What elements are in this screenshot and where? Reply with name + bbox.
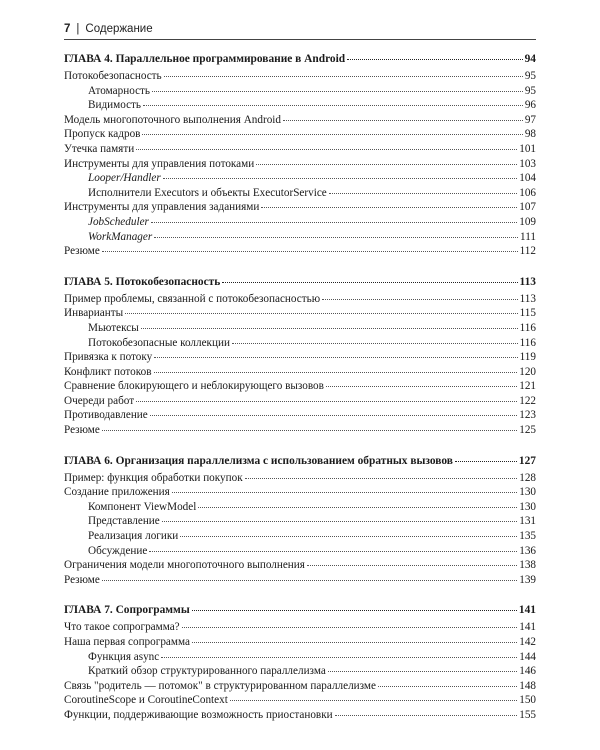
entry-page: 123 — [519, 409, 536, 422]
toc-entry — [64, 679, 536, 694]
running-header — [64, 22, 536, 40]
entry-title: CoroutineScope и CoroutineContext — [64, 694, 228, 707]
toc-entry — [64, 350, 536, 365]
dot-leader — [329, 193, 517, 194]
entry-page: 113 — [519, 292, 536, 305]
entry-title: Противодавление — [64, 409, 148, 422]
entry-page: 115 — [519, 307, 536, 320]
entry-page: 128 — [519, 471, 536, 484]
dot-leader — [172, 492, 517, 493]
header-page-number: 7 — [64, 23, 71, 35]
dot-leader — [125, 313, 518, 314]
toc-chapter — [64, 603, 536, 722]
chapter-heading — [64, 603, 536, 618]
entry-page: 109 — [519, 215, 536, 228]
entry-title: Ограничения модели многопоточного выполнения — [64, 559, 305, 572]
toc-subentry — [64, 529, 536, 544]
entry-page: 142 — [519, 636, 536, 648]
entry-page: 136 — [519, 544, 536, 557]
dot-leader — [154, 357, 517, 358]
dot-leader — [182, 627, 518, 628]
toc-subentry — [64, 500, 536, 515]
entry-title: Компонент ViewModel — [88, 500, 197, 513]
entry-page: 96 — [524, 99, 536, 112]
entry-title: Мьютексы — [88, 321, 139, 334]
chapter-heading — [64, 454, 536, 469]
chapter-title: ГЛАВА 7. Сопрограммы — [64, 604, 190, 617]
entry-page: 135 — [519, 530, 536, 543]
toc-subentry — [64, 98, 536, 113]
dot-leader — [136, 149, 517, 150]
entry-title: Инварианты — [64, 307, 124, 320]
entry-page: 101 — [519, 142, 536, 155]
entry-title: Функции, поддерживающие возможность приостановки — [64, 708, 333, 721]
dot-leader — [102, 580, 517, 581]
entry-page: 111 — [520, 230, 536, 243]
dot-leader — [162, 521, 517, 522]
entry-title: Резюме — [64, 424, 100, 437]
entry-page: 121 — [519, 380, 536, 393]
table-of-contents — [64, 52, 536, 739]
toc-subentry — [64, 186, 536, 201]
entry-title: Сравнение блокирующего и неблокирующего вызовов — [64, 380, 324, 393]
dot-leader — [164, 76, 523, 77]
entry-page: 120 — [519, 365, 536, 378]
entry-page: 138 — [519, 559, 536, 572]
toc-chapter — [64, 275, 536, 438]
chapter-title: ГЛАВА 4. Параллельное программирование в Android — [64, 53, 346, 65]
toc-entry — [64, 394, 536, 409]
dot-leader — [283, 120, 523, 121]
entry-page: 148 — [519, 679, 536, 692]
toc-subentry — [64, 336, 536, 351]
chapter-page: 94 — [524, 53, 536, 65]
entry-page: 122 — [519, 394, 536, 407]
chapter-heading — [64, 52, 536, 67]
dot-leader — [161, 657, 517, 658]
entry-title: Функция async — [88, 650, 160, 663]
toc-entry — [64, 408, 536, 423]
chapter-page: 141 — [518, 604, 536, 617]
toc-chapter — [64, 52, 536, 259]
toc-entry — [64, 471, 536, 486]
dot-leader — [151, 222, 517, 223]
entry-page: 130 — [519, 486, 536, 499]
toc-chapter — [64, 454, 536, 588]
toc-entry — [64, 708, 536, 723]
toc-subentry — [64, 321, 536, 336]
entry-page: 95 — [524, 84, 536, 97]
dot-leader — [328, 671, 517, 672]
entry-page: 125 — [519, 424, 536, 437]
entry-title: Инструменты для управления заданиями — [64, 201, 260, 214]
entry-page: 107 — [519, 201, 536, 214]
entry-title: Видимость — [88, 99, 142, 112]
entry-page: 95 — [524, 70, 536, 82]
dot-leader — [192, 642, 517, 643]
dot-leader — [149, 551, 517, 552]
entry-title: WorkManager — [88, 230, 153, 243]
dot-leader — [322, 299, 518, 300]
dot-leader — [102, 251, 518, 252]
chapter-page: 127 — [518, 454, 536, 467]
toc-subentry — [64, 84, 536, 99]
dot-leader — [142, 134, 522, 135]
entry-title: Очереди работ — [64, 394, 135, 407]
chapter-heading — [64, 275, 536, 290]
toc-entry — [64, 379, 536, 394]
entry-title: Атомарность — [88, 84, 151, 97]
entry-page: 141 — [519, 621, 536, 634]
chapter-title: ГЛАВА 5. Потокобезопасность — [64, 275, 221, 288]
entry-title: Привязка к потоку — [64, 351, 153, 364]
toc-entry — [64, 635, 536, 650]
entry-title: Создание приложения — [64, 486, 170, 499]
dot-leader — [335, 715, 518, 716]
entry-title: Исполнители Executors и объекты ExecutorService — [88, 186, 327, 199]
toc-subentry — [64, 544, 536, 559]
chapter-page: 113 — [519, 275, 536, 288]
dot-leader — [256, 164, 517, 165]
toc-entry — [64, 573, 536, 588]
toc-entry — [64, 142, 536, 157]
dot-leader — [150, 415, 517, 416]
dot-leader — [455, 461, 517, 462]
entry-page: 116 — [519, 321, 536, 334]
entry-page: 97 — [524, 113, 536, 126]
toc-subentry — [64, 230, 536, 245]
dot-leader — [154, 237, 518, 238]
dot-leader — [245, 478, 518, 479]
toc-subentry — [64, 650, 536, 665]
entry-title: Краткий обзор структурированного параллелизма — [88, 665, 326, 678]
dot-leader — [307, 565, 517, 566]
toc-entry — [64, 693, 536, 708]
toc-entry — [64, 244, 536, 259]
entry-title: Утечка памяти — [64, 142, 135, 155]
entry-page: 98 — [524, 128, 536, 141]
entry-page: 155 — [519, 708, 536, 721]
entry-title: Потокобезопасность — [64, 70, 162, 82]
toc-entry — [64, 292, 536, 307]
dot-leader — [141, 328, 518, 329]
toc-subentry — [64, 514, 536, 529]
entry-title: JobScheduler — [88, 215, 149, 228]
entry-page: 144 — [519, 650, 536, 663]
entry-title: Инструменты для управления потоками — [64, 157, 255, 170]
entry-page: 116 — [519, 336, 536, 349]
dot-leader — [230, 700, 517, 701]
dot-leader — [143, 105, 523, 106]
dot-leader — [163, 178, 518, 179]
entry-title: Модель многопоточного выполнения Android — [64, 113, 282, 126]
entry-page: 106 — [519, 186, 536, 199]
entry-title: Реализация логики — [88, 530, 179, 543]
entry-title: Пример проблемы, связанной с потокобезопасностью — [64, 292, 321, 305]
toc-entry — [64, 423, 536, 438]
entry-title: Наша первая сопрограмма — [64, 636, 190, 648]
dot-leader — [154, 372, 518, 373]
toc-subentry — [64, 215, 536, 230]
entry-title: Связь "родитель — потомок" в структурированном параллелизме — [64, 679, 376, 692]
toc-subentry — [64, 171, 536, 186]
dot-leader — [136, 401, 517, 402]
dot-leader — [378, 686, 517, 687]
entry-title: Пример: функция обработки покупок — [64, 471, 243, 484]
toc-entry — [64, 365, 536, 380]
entry-page: 139 — [519, 573, 536, 586]
dot-leader — [326, 386, 517, 387]
toc-subentry — [64, 664, 536, 679]
dot-leader — [102, 430, 517, 431]
dot-leader — [198, 507, 517, 508]
entry-title: Что такое сопрограмма? — [64, 621, 180, 634]
header-section-title: Содержание — [85, 23, 153, 35]
toc-entry — [64, 200, 536, 215]
toc-entry — [64, 558, 536, 573]
toc-entry — [64, 113, 536, 128]
toc-entry — [64, 485, 536, 500]
entry-page: 150 — [519, 694, 536, 707]
entry-title: Представление — [88, 515, 160, 528]
toc-entry — [64, 306, 536, 321]
dot-leader — [180, 536, 517, 537]
entry-page: 104 — [519, 172, 536, 185]
entry-page: 119 — [519, 351, 536, 364]
entry-title: Обсуждение — [88, 544, 148, 557]
entry-page: 103 — [519, 157, 536, 170]
entry-title: Looper/Handler — [88, 172, 161, 185]
entry-title: Потокобезопасные коллекции — [88, 336, 230, 349]
dot-leader — [347, 59, 522, 60]
toc-entry — [64, 157, 536, 172]
toc-entry — [64, 127, 536, 142]
entry-title: Резюме — [64, 573, 100, 586]
entry-title: Конфликт потоков — [64, 365, 152, 378]
dot-leader — [232, 343, 518, 344]
entry-title: Пропуск кадров — [64, 128, 141, 141]
header-separator: | — [76, 23, 80, 35]
entry-title: Резюме — [64, 245, 100, 258]
dot-leader — [192, 610, 517, 611]
dot-leader — [261, 207, 517, 208]
chapter-title: ГЛАВА 6. Организация параллелизма с использованием обратных вызовов — [64, 454, 453, 467]
toc-entry — [64, 69, 536, 84]
entry-page: 130 — [519, 500, 536, 513]
entry-page: 146 — [519, 665, 536, 678]
dot-leader — [152, 91, 523, 92]
entry-page: 131 — [519, 515, 536, 528]
entry-page: 112 — [519, 245, 536, 258]
dot-leader — [222, 282, 517, 283]
toc-entry — [64, 620, 536, 635]
